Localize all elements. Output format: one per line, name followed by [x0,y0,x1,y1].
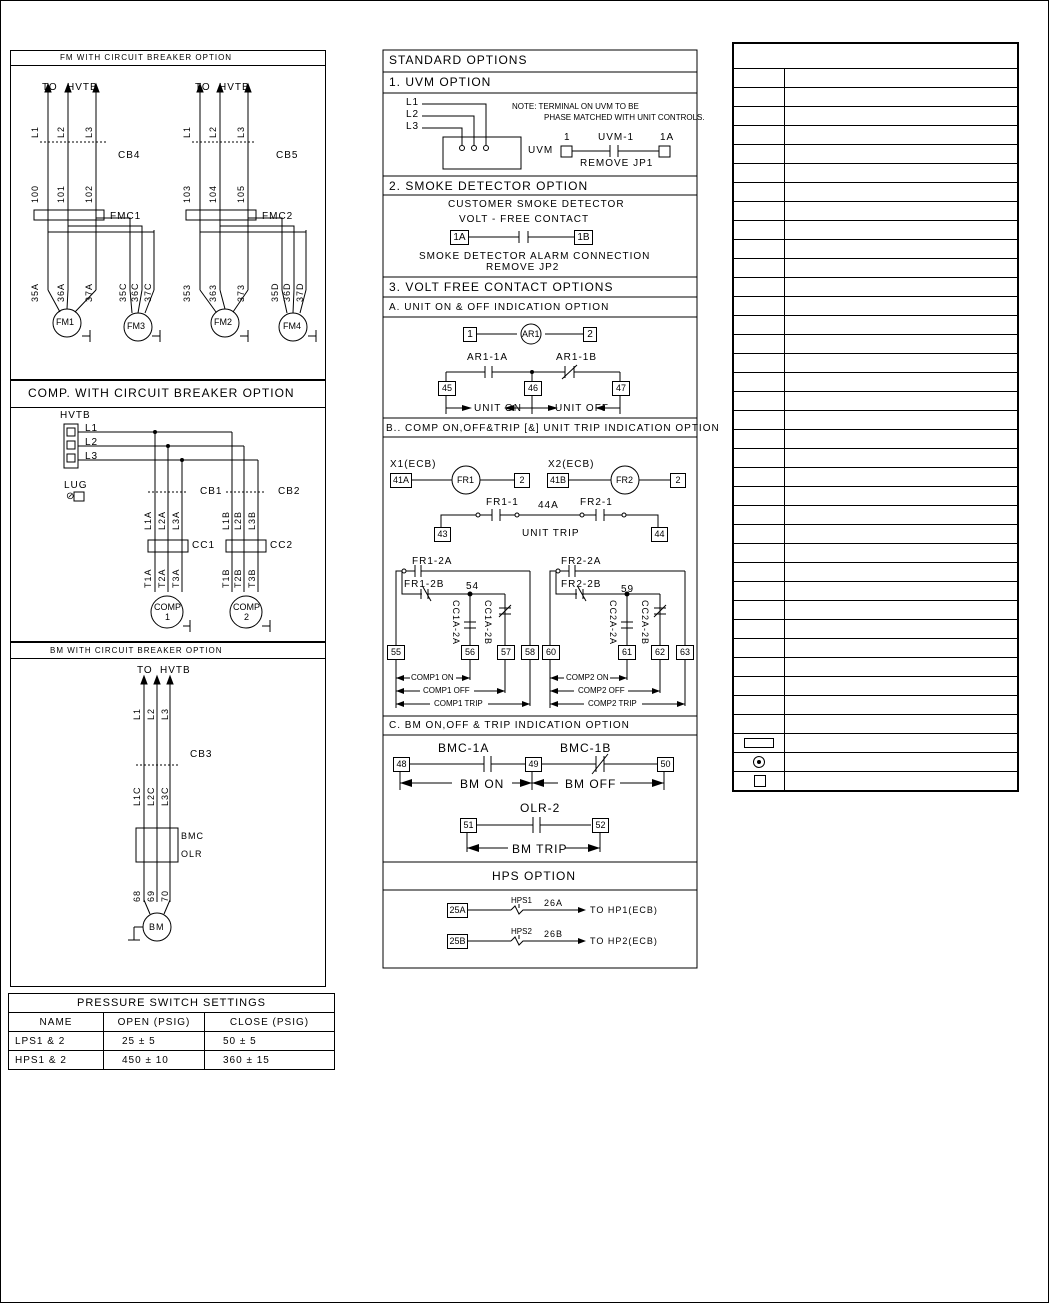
legend-row [734,164,1017,183]
fm-left-to: TO [42,82,58,93]
comp-cc2: CC2 [270,540,294,551]
legend-row [734,430,1017,449]
comp-cc1: CC1 [192,540,216,551]
smoke-terminal-1a: 1A [450,230,469,245]
legend-row [734,677,1017,696]
fm-left-36a: 36A [56,282,66,302]
fm-right-w105: 105 [236,184,246,203]
comp1-off: COMP1 OFF [423,686,470,695]
b-terminal-63: 63 [676,645,694,660]
legend-symbol-cell [734,753,785,771]
legend-symbol-cell [734,69,785,87]
fm-right-contactor: FMC2 [262,211,294,222]
comp2-off: COMP2 OFF [578,686,625,695]
bm-l1c: L1C [132,786,142,806]
fm-right-l1: L1 [182,125,192,138]
legend-symbol-cell [734,278,785,296]
legend-symbol-cell [734,715,785,733]
fr2-2a: FR2-2A [561,556,602,567]
b-terminal-56: 56 [461,645,479,660]
fm-right-w104: 104 [208,184,218,203]
field-terminal-icon [754,775,766,787]
fm-right-373: 373 [236,283,246,302]
bm-l2c: L2C [146,786,156,806]
fm3-motor: FM3 [127,321,145,331]
fm-right-w103: 103 [182,184,192,203]
comp-l3: L3 [85,451,99,462]
legend-row [734,240,1017,259]
fm-left-l1: L1 [30,125,40,138]
fm-panel-title: FM WITH CIRCUIT BREAKER OPTION [60,53,233,62]
comp-t2b: T2B [233,568,243,588]
comp-panel-title: COMP. WITH CIRCUIT BREAKER OPTION [28,386,295,400]
fm2-motor: FM2 [214,317,232,327]
a-unit-on: UNIT ON [474,403,522,414]
bm-wiring [128,682,178,941]
pressure-switch-title: PRESSURE SWITCH SETTINGS [9,994,335,1013]
legend-row [734,563,1017,582]
b-terminal-41b: 41B [547,473,569,488]
fm-left-w100: 100 [30,184,40,203]
fm-left-37a: 37A [84,282,94,302]
ar1-relay: AR1 [522,329,540,339]
wire-26b: 26B [544,929,564,939]
comp-l1: L1 [85,423,99,434]
legend-row [734,449,1017,468]
legend-row [734,354,1017,373]
arrowheads-options [153,370,685,944]
legend-row [734,696,1017,715]
bm-to: TO [137,665,153,676]
fm4-motor: FM4 [283,321,301,331]
legend-row [734,715,1017,734]
legend-symbol-cell [734,297,785,315]
comp-hvtb: HVTB [60,410,91,421]
fm-left-l3: L3 [84,125,94,138]
b-terminal-62: 62 [651,645,669,660]
b-x1: X1(ECB) [390,459,437,470]
legend-row [734,468,1017,487]
legend-row [734,202,1017,221]
bm-l3: L3 [160,707,170,720]
b-terminal-57: 57 [497,645,515,660]
fm-right-363: 363 [208,283,218,302]
comp-l1b: L1B [221,510,231,530]
legend-row [734,582,1017,601]
legend-row [734,620,1017,639]
legend-row [734,734,1017,753]
comp-l1a: L1A [143,510,153,530]
table-row [9,1032,335,1051]
uvm-contact: UVM-1 [598,132,635,143]
vfc-title: 3. VOLT FREE CONTACT OPTIONS [389,280,614,294]
legend-symbol-cell [734,259,785,277]
fm-left-36c: 36C [130,282,140,302]
comp-t3b: T3B [247,568,257,588]
legend-row [734,335,1017,354]
bm-olr: OLR [181,849,203,859]
legend-symbol-cell [734,620,785,638]
fr2-1: FR2-1 [580,497,613,508]
legend-symbol-cell [734,164,785,182]
legend-symbol-cell [734,487,785,505]
wire-44a: 44A [538,500,559,511]
hps1-label: HPS1 [511,896,532,905]
legend-row [734,658,1017,677]
bmc-1b: BMC-1B [560,741,612,755]
legend-row [734,639,1017,658]
legend-row [734,411,1017,430]
a-terminal-47: 47 [612,381,630,396]
smoke-line4: REMOVE JP2 [486,262,560,273]
ps-cell: 360 ± 15 [205,1051,335,1070]
comp-cb1: CB1 [200,486,223,497]
bm-69: 69 [146,889,156,902]
legend-symbol-cell [734,677,785,695]
smoke-line2: VOLT - FREE CONTACT [459,214,590,225]
standard-options-title: STANDARD OPTIONS [389,53,528,67]
legend-symbol-cell [734,506,785,524]
ps-cell: 450 ± 10 [104,1051,205,1070]
legend-symbol-cell [734,145,785,163]
cc1a-2a: CC1A-2A [451,600,461,646]
smoke-line1: CUSTOMER SMOKE DETECTOR [448,199,625,210]
legend-symbol-cell [734,639,785,657]
fr1-relay: FR1 [457,475,475,485]
legend-row [734,221,1017,240]
legend-symbol-cell [734,126,785,144]
comp-l2a: L2A [157,510,167,530]
ps-cell: 25 ± 5 [104,1032,205,1051]
legend-row [734,69,1017,88]
fm-right-36d: 36D [282,282,292,302]
fm-right-wiring [186,90,316,342]
cc2a-2b: CC2A-2B [640,600,650,646]
legend-symbol-cell [734,696,785,714]
node-59: 59 [621,584,635,595]
legend-row [734,183,1017,202]
ps-cell: LPS1 & 2 [9,1032,104,1051]
fr2-2b: FR2-2B [561,579,602,590]
fr1-1: FR1-1 [486,497,519,508]
bm-hvtb: HVTB [160,665,191,676]
legend-row [734,525,1017,544]
b-terminal-60: 60 [542,645,560,660]
node-54: 54 [466,581,480,592]
lug-ground-icon: ⊘ [66,491,76,502]
hps-terminal-25b: 25B [447,934,468,949]
b-terminal-55: 55 [387,645,405,660]
a-terminal-2: 2 [583,327,597,342]
ar1-1a: AR1-1A [467,352,509,363]
fm-right-breaker: CB5 [276,150,299,161]
smoke-terminal-1b: 1B [574,230,593,245]
c-terminal-49: 49 [525,757,542,772]
uvm-t1: 1 [564,132,571,143]
uvm-remove: REMOVE JP1 [580,158,654,169]
legend-row [734,373,1017,392]
uvm-note-1: NOTE: TERMINAL ON UVM TO BE [512,102,639,111]
legend-symbol-cell [734,734,785,752]
bm-bmc: BMC [181,831,204,841]
b-terminal-2a: 2 [514,473,530,488]
fm-left-w102: 102 [84,184,94,203]
comp2-trip: COMP2 TRIP [588,699,637,708]
fm-right-l2: L2 [208,125,218,138]
uvm-l3: L3 [406,121,420,132]
b-terminal-44: 44 [651,527,668,542]
a-terminal-46: 46 [524,381,542,396]
comp2-label: COMP [233,602,260,612]
bm-70: 70 [160,889,170,902]
fr1-2a: FR1-2A [412,556,453,567]
fm-right-353: 353 [182,283,192,302]
legend-row [734,392,1017,411]
legend-symbol-cell [734,183,785,201]
cc2a-2a: CC2A-2A [608,600,618,646]
a-unit-off: UNIT OFF [555,403,609,414]
olr-2: OLR-2 [520,801,561,815]
legend-symbol-cell [734,392,785,410]
uvm-l2: L2 [406,109,420,120]
b-terminal-61: 61 [618,645,636,660]
legend-row [734,753,1017,772]
b-unit-trip: UNIT TRIP [522,528,580,539]
comp-t3a: T3A [171,568,181,588]
bm-l3c: L3C [160,786,170,806]
b-terminal-43: 43 [434,527,451,542]
fm-left-w101: 101 [56,184,66,203]
ps-header-name: NAME [9,1013,104,1032]
legend-row [734,316,1017,335]
wire-26a: 26A [544,898,564,908]
legend-row [734,544,1017,563]
legend-row [734,107,1017,126]
bm-motor: BM [149,922,165,932]
to-hp1: TO HP1(ECB) [590,905,658,915]
comp-t1b: T1B [221,568,231,588]
legend-row [734,506,1017,525]
comp2-number: 2 [244,612,251,622]
fm-left-hvtb: HVTB [67,82,98,93]
legend-symbol-cell [734,88,785,106]
legend-header [734,44,1017,69]
fm-right-35d: 35D [270,282,280,302]
uvm-note-2: PHASE MATCHED WITH UNIT CONTROLS. [544,113,705,122]
legend-symbol-cell [734,240,785,258]
comp-cb2: CB2 [278,486,301,497]
fm-right-37d: 37D [295,282,305,302]
comp-lug: LUG [64,480,88,491]
legend-symbol-cell [734,373,785,391]
fm-left-35c: 35C [118,282,128,302]
hps2-label: HPS2 [511,927,532,936]
legend-row [734,487,1017,506]
fm-left-breaker: CB4 [118,150,141,161]
comp-l2: L2 [85,437,99,448]
legend-row [734,145,1017,164]
legend-row [734,772,1017,790]
c-terminal-50: 50 [657,757,674,772]
c-bm-on: BM ON [460,777,505,791]
fr1-2b: FR1-2B [404,579,445,590]
legend-symbol-cell [734,563,785,581]
terminal-block-icon [744,738,774,748]
terminal-point-icon [753,756,765,768]
legend-row [734,88,1017,107]
legend-symbol-cell [734,335,785,353]
table-row [9,1051,335,1070]
option-a-title: A. UNIT ON & OFF INDICATION OPTION [389,302,610,313]
ps-header-open: OPEN (PSIG) [104,1013,205,1032]
comp-l2b: L2B [233,510,243,530]
legend-symbol-cell [734,202,785,220]
legend-symbol-cell [734,658,785,676]
legend-table [732,42,1019,792]
legend-row [734,126,1017,145]
fm-left-contactor: FMC1 [110,211,142,222]
bmc-1a: BMC-1A [438,741,490,755]
hps-title: HPS OPTION [492,869,577,883]
legend-row [734,297,1017,316]
bm-cb3: CB3 [190,749,213,760]
option-c-title: C. BM ON,OFF & TRIP INDICATION OPTION [389,720,630,731]
fm-left-37c: 37C [143,282,153,302]
legend-row [734,278,1017,297]
bm-l2: L2 [146,707,156,720]
uvm-label: UVM [528,145,554,156]
legend-symbol-cell [734,582,785,600]
uvm-title: 1. UVM OPTION [389,75,492,89]
legend-symbol-cell [734,468,785,486]
legend-symbol-cell [734,525,785,543]
fr2-relay: FR2 [616,475,634,485]
c-terminal-52: 52 [592,818,609,833]
comp2-on: COMP2 ON [566,673,609,682]
comp1-number: 1 [165,612,172,622]
ps-header-close: CLOSE (PSIG) [205,1013,335,1032]
legend-symbol-cell [734,449,785,467]
b-terminal-2b: 2 [670,473,686,488]
uvm-t2: 1A [660,132,675,143]
comp1-trip: COMP1 TRIP [434,699,483,708]
c-terminal-48: 48 [393,757,410,772]
to-hp2: TO HP2(ECB) [590,936,658,946]
a-terminal-1: 1 [463,327,477,342]
a-terminal-45: 45 [438,381,456,396]
uvm-l1: L1 [406,97,420,108]
comp1-label: COMP [154,602,181,612]
comp-t1a: T1A [143,568,153,588]
legend-symbol-cell [734,772,785,790]
comp-l3b: L3B [247,510,257,530]
comp-l3a: L3A [171,510,181,530]
legend-row [734,259,1017,278]
fm-left-l2: L2 [56,125,66,138]
b-terminal-58: 58 [521,645,539,660]
hps-terminal-25a: 25A [447,903,468,918]
smoke-title: 2. SMOKE DETECTOR OPTION [389,179,589,193]
b-x2: X2(ECB) [548,459,595,470]
ps-cell: HPS1 & 2 [9,1051,104,1070]
c-bm-trip: BM TRIP [512,842,568,856]
fm-right-hvtb: HVTB [219,82,250,93]
comp1-on: COMP1 ON [411,673,454,682]
legend-symbol-cell [734,601,785,619]
option-b-title: B.. COMP ON,OFF&TRIP [&] UNIT TRIP INDICATION OPTION [386,423,720,434]
fm-right-to: TO [195,82,211,93]
ps-cell: 50 ± 5 [205,1032,335,1051]
legend-symbol-cell [734,316,785,334]
cc1a-2b: CC1A-2B [483,600,493,646]
bm-panel-title: BM WITH CIRCUIT BREAKER OPTION [50,646,223,655]
ar1-1b: AR1-1B [556,352,598,363]
fm-right-l3: L3 [236,125,246,138]
legend-symbol-cell [734,354,785,372]
c-bm-off: BM OFF [565,777,617,791]
bm-68: 68 [132,889,142,902]
fm-left-35a: 35A [30,282,40,302]
legend-symbol-cell [734,430,785,448]
c-terminal-51: 51 [460,818,477,833]
smoke-line3: SMOKE DETECTOR ALARM CONNECTION [419,251,651,262]
legend-row [734,601,1017,620]
legend-symbol-cell [734,221,785,239]
b-terminal-41a: 41A [390,473,412,488]
legend-symbol-cell [734,544,785,562]
bm-l1: L1 [132,707,142,720]
legend-symbol-cell [734,411,785,429]
comp-t2a: T2A [157,568,167,588]
pressure-switch-table [8,993,335,1070]
legend-symbol-cell [734,107,785,125]
fm1-motor: FM1 [56,317,74,327]
